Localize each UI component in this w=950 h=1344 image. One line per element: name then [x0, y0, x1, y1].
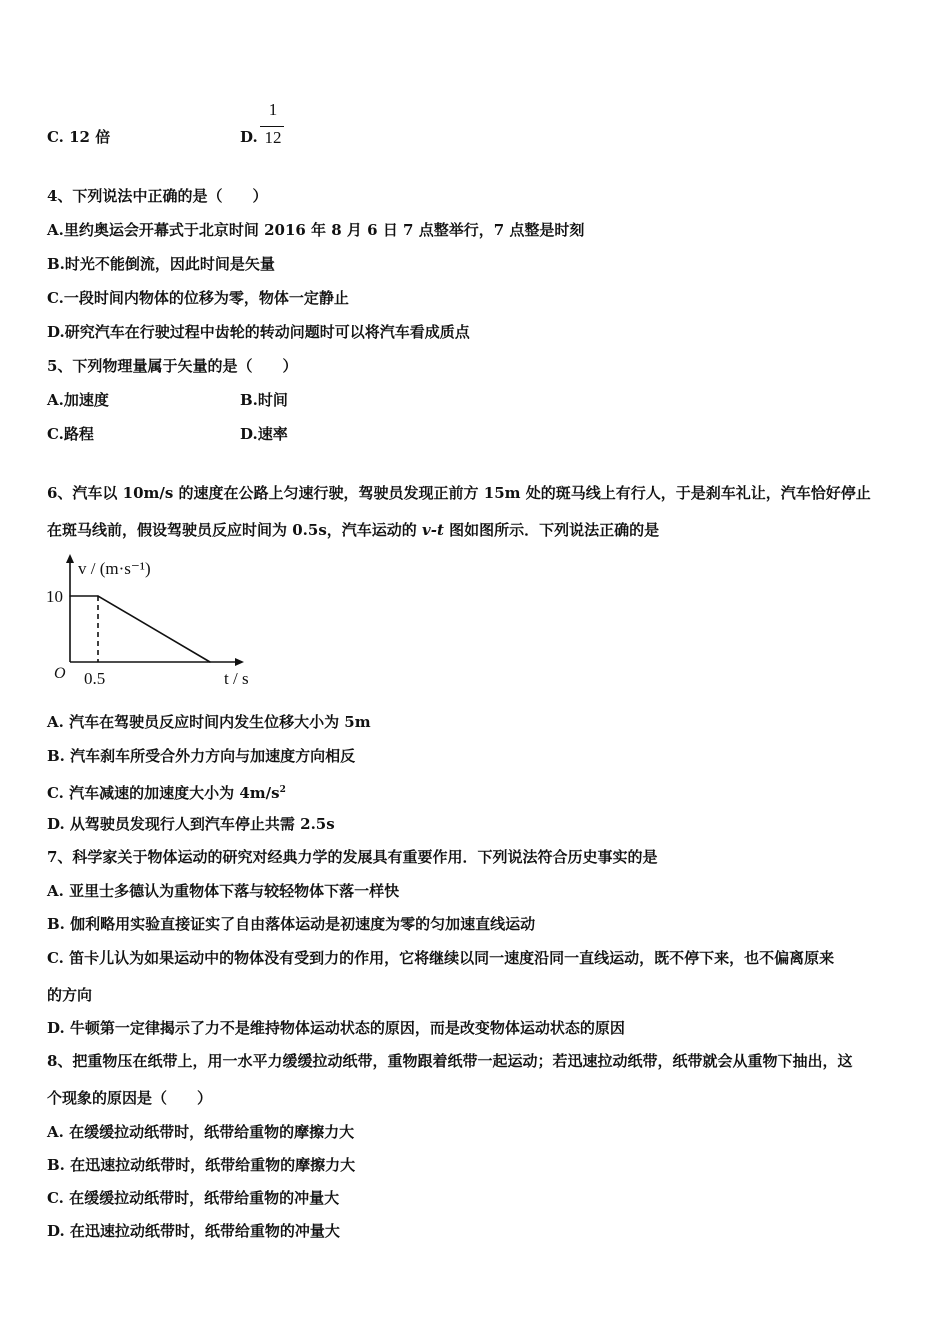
q5-option-a: A.加速度 [47, 391, 109, 409]
q6-stem-line1: 6、汽车以 10m/s 的速度在公路上匀速行驶，驾驶员发现正前方 15m 处的斑马线上有行人，于是刹车礼让，汽车恰好停止 [47, 484, 871, 502]
q7-option-c-line2: 的方向 [47, 986, 93, 1004]
series-line [70, 596, 210, 662]
q5-stem: 5、下列物理量属于矢量的是（ ） [47, 357, 298, 375]
q6-stem-line2 [47, 520, 659, 540]
x-axis-label: t / s [224, 669, 249, 688]
y-tick-label: 10 [46, 587, 63, 606]
q3-option-c: C. 12 倍 [47, 128, 111, 146]
vt-chart [40, 548, 280, 696]
data-point [209, 661, 211, 663]
q4-option-c: C.一段时间内物体的位移为零，物体一定静止 [47, 289, 349, 307]
q6-option-c-text: C. 汽车减速的加速度大小为 4m/s [47, 784, 280, 802]
fraction-bar [260, 126, 284, 127]
q6-stem-vt: v-t [422, 521, 444, 539]
q8-stem-line2: 个现象的原因是（ ） [47, 1089, 213, 1107]
q6-option-c-sup: 2 [279, 785, 286, 795]
y-axis-label: v / (m·s⁻¹) [78, 559, 151, 578]
q8-option-b: B. 在迅速拉动纸带时，纸带给重物的摩擦力大 [47, 1156, 356, 1174]
q5-option-d: D.速率 [240, 425, 288, 443]
q5-option-b: B.时间 [240, 391, 288, 409]
q5-option-c: C.路程 [47, 425, 94, 443]
q7-option-b: B. 伽利略用实验直接证实了自由落体运动是初速度为零的匀加速直线运动 [47, 915, 536, 933]
q6-stem-line2-pre: 在斑马线前，假设驾驶员反应时间为 0.5s，汽车运动的 [47, 521, 422, 539]
q4-option-b: B.时光不能倒流，因此时间是矢量 [47, 255, 275, 273]
q8-option-a: A. 在缓缓拉动纸带时，纸带给重物的摩擦力大 [47, 1123, 355, 1141]
q4-option-a: A.里约奥运会开幕式于北京时间 2016 年 8 月 6 日 7 点整举行，7 点整是时刻 [47, 221, 585, 239]
q4-stem: 4、下列说法中正确的是（ ） [47, 187, 268, 205]
q6-stem-line2-post: 图如图所示．下列说法正确的是 [443, 521, 660, 539]
q7-option-d: D. 牛顿第一定律揭示了力不是维持物体运动状态的原因，而是改变物体运动状态的原因 [47, 1019, 625, 1037]
q8-option-c: C. 在缓缓拉动纸带时，纸带给重物的冲量大 [47, 1189, 340, 1207]
q7-stem: 7、科学家关于物体运动的研究对经典力学的发展具有重要作用．下列说法符合历史事实的是 [47, 848, 658, 866]
q3-option-d-label: D. [240, 128, 258, 146]
q7-option-a: A. 亚里士多德认为重物体下落与较轻物体下落一样快 [47, 882, 400, 900]
q6-option-d: D. 从驾驶员发现行人到汽车停止共需 2.5s [47, 815, 335, 833]
x-tick-label: 0.5 [84, 669, 106, 688]
y-axis-arrow [66, 554, 74, 563]
q7-option-c-line1: C. 笛卡儿认为如果运动中的物体没有受到力的作用，它将继续以同一速度沿同一直线运动，既不停下来，也不偏离原来 [47, 949, 835, 967]
fraction-numerator: 1 [268, 100, 278, 119]
data-point [69, 595, 71, 597]
q6-option-c [47, 780, 286, 803]
fraction-denominator: 12 [264, 128, 282, 147]
origin-label: O [54, 665, 66, 682]
q8-option-d: D. 在迅速拉动纸带时，纸带给重物的冲量大 [47, 1222, 340, 1240]
q6-option-b: B. 汽车刹车所受合外力方向与加速度方向相反 [47, 747, 356, 765]
x-axis-arrow [235, 658, 244, 666]
q4-option-d: D.研究汽车在行驶过程中齿轮的转动问题时可以将汽车看成质点 [47, 323, 470, 341]
q6-option-a: A. 汽车在驾驶员反应时间内发生位移大小为 5m [47, 713, 371, 731]
q8-stem-line1: 8、把重物压在纸带上，用一水平力缓缓拉动纸带，重物跟着纸带一起运动；若迅速拉动纸带，纸带就会从重物下抽出，这 [47, 1052, 853, 1070]
